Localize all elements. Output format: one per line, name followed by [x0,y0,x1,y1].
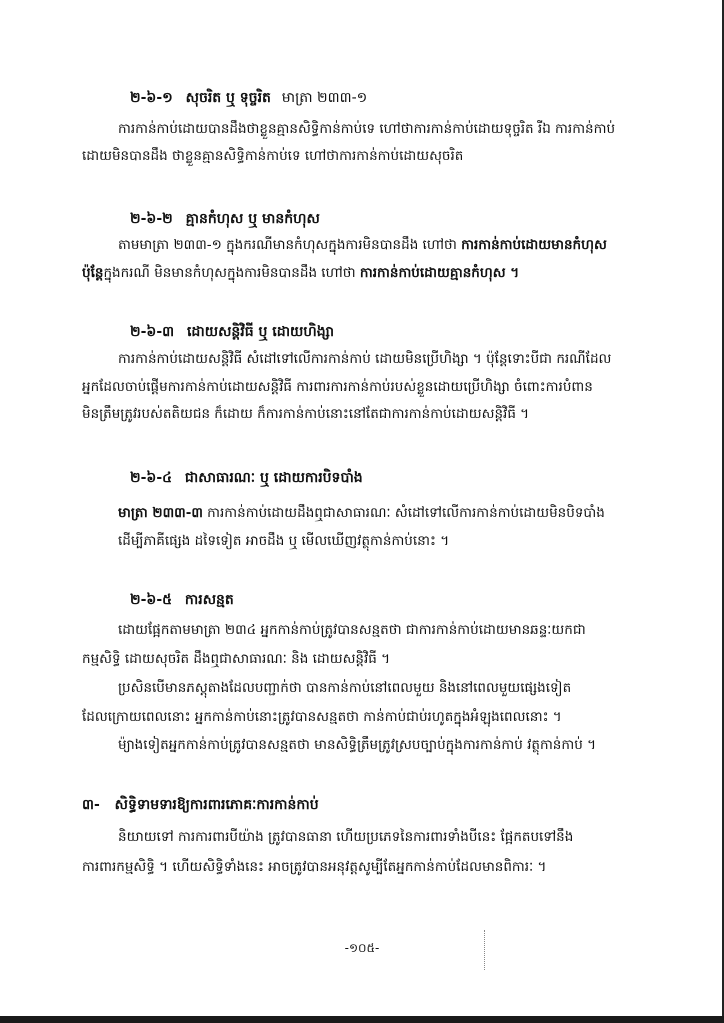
line-text: ការកាន់កាប់ដោយដឹងឮជាសាធារណៈ សំដៅទៅលើការកាន់កាប់ដោយមិនបិទបាំង [202,505,605,521]
paragraph-line: ដើម្បីភាគីផ្សេង ដទៃទៀត អាចដឹង ឬ មើលឃើញវត្ថុកាន់កាប់នោះ ។ [118,533,450,549]
paragraph-line: និយាយទៅ ការការពារបីយ៉ាង ត្រូវបានធានា ហើយប្រភេទនៃការពារទាំងបីនេះ ផ្អែកតបទៅនឹង [118,829,574,845]
section-heading-2-6-1 [130,88,367,108]
heading-title: គ្មានកំហុស ឬ មានកំហុស [185,211,320,227]
section-heading-3 [82,795,319,815]
paragraph-line [82,262,662,284]
heading-number: ២-៦-៤ [130,470,173,486]
heading-title: ជាសាធារណៈ ឬ ដោយការបិទបាំង [184,470,363,486]
paragraph-line: ម៉្យាងទៀតអ្នកកាន់កាប់ត្រូវបានសន្មតថា មានសិទ្ធិត្រឹមត្រូវស្របច្បាប់ក្នុងការកាន់កាប់ វត្ថុកាន់កាប់ ។ [118,737,596,753]
heading-article: មាត្រា ២៣៣-១ [281,90,368,106]
paragraph-line: ការកាន់កាប់ដោយសន្តិវិធី សំដៅទៅលើការកាន់កាប់ ដោយមិនប្រើហិង្សា ។ ប៉ុន្តែទោះបីជា ករណីដែល [118,351,612,367]
heading-title: ការសន្មត [184,592,234,608]
scan-edge-bottom [0,1016,724,1023]
paragraph-line: កម្មសិទ្ធិ ដោយសុចរិត ដឹងឮជាសាធារណៈ និង ដោយសន្តិវិធី ។ [82,651,391,667]
paragraph-line: ប្រសិនបើមានភស្តុតាងដែលបញ្ជាក់ថា បានកាន់កាប់នៅពេលមួយ និងនៅពេលមួយផ្សេងទៀត [118,680,572,696]
paragraph-line: អ្នកដែលចាប់ផ្តើមការកាន់កាប់ដោយសន្តិវិធី ការពារការកាន់កាប់របស់ខ្លួនដោយប្រើហិង្សា ចំពោះការបំពាន [82,379,593,395]
heading-number: ៣- [82,797,100,813]
paragraph-line: ដោយផ្អែកតាមមាត្រា ២៣៤ អ្នកកាន់កាប់ត្រូវបានសន្មតថា ជាការកាន់កាប់ដោយមានឆន្ទៈយកជា [118,622,586,638]
section-heading-2-6-5 [130,590,234,610]
paragraph-line: ការកាន់កាប់ដោយបានដឹងថាខ្លួនគ្មានសិទ្ធិកាន់កាប់ទេ ហៅថាការកាន់កាប់ដោយទុច្ចរិត រីឯ ការកាន់កាប់ [118,121,616,137]
emphasis-text: ការកាន់កាប់ដោយគ្មានកំហុស ។ [359,265,520,281]
paragraph-line: ការពារកម្មសិទ្ធិ ។ ហើយសិទ្ធិទាំងនេះ អាចត្រូវបានអនុវត្តសូម្បីតែអ្នកកាន់កាប់ដែលមានពិការៈ ។ [82,859,547,875]
article-reference: មាត្រា ២៣៣-៣ [118,505,203,521]
line-text: តាមមាត្រា ២៣៣-១ ក្នុងករណីមានកំហុសក្នុងការមិនបានដឹង ហៅថា [118,237,462,253]
paragraph-line [118,234,658,256]
heading-number: ២-៦-១ [130,90,173,106]
heading-number: ២-៦-៣ [130,324,175,340]
heading-title: ដោយសន្តិវិធី ឬ ដោយហិង្សា [186,324,334,340]
heading-title: សុចរិត ឬ ទុច្ចរិត [185,90,271,106]
emphasis-text: ប៉ុន្តែ [82,265,104,281]
section-heading-2-6-3 [130,322,334,342]
paragraph-line: មិនត្រឹមត្រូវរបស់តតិយជន ក៏ដោយ ក៏ការកាន់កាប់នោះនៅតែជាការកាន់កាប់ដោយសន្តិវិធី ។ [82,406,530,422]
heading-number: ២-៦-៥ [130,592,173,608]
paragraph-line: ដែលក្រោយពេលនោះ អ្នកកាន់កាប់នោះត្រូវបានសន្មតថា កាន់កាប់ជាប់រហូតក្នុងអំឡុងពេលនោះ ។ [82,709,562,725]
line-text: ក្នុងករណី មិនមានកំហុសក្នុងការមិនបានដឹង ហៅថា [103,265,360,281]
paragraph-line [118,502,658,524]
page-number: -១០៥- [344,941,380,955]
heading-title: សិទ្ធិទាមទារឱ្យការពារភោគៈការកាន់កាប់ [114,797,319,813]
heading-number: ២-៦-២ [130,211,173,227]
emphasis-text: ការកាន់កាប់ដោយមានកំហុស [461,237,607,253]
scan-mark [484,930,486,970]
section-heading-2-6-2 [130,209,320,229]
section-heading-2-6-4 [130,468,363,488]
paragraph-line: ដោយមិនបានដឹង ថាខ្លួនគ្មានសិទ្ធិកាន់កាប់ទេ ហៅថាការកាន់កាប់ដោយសុចរិត [82,148,464,164]
